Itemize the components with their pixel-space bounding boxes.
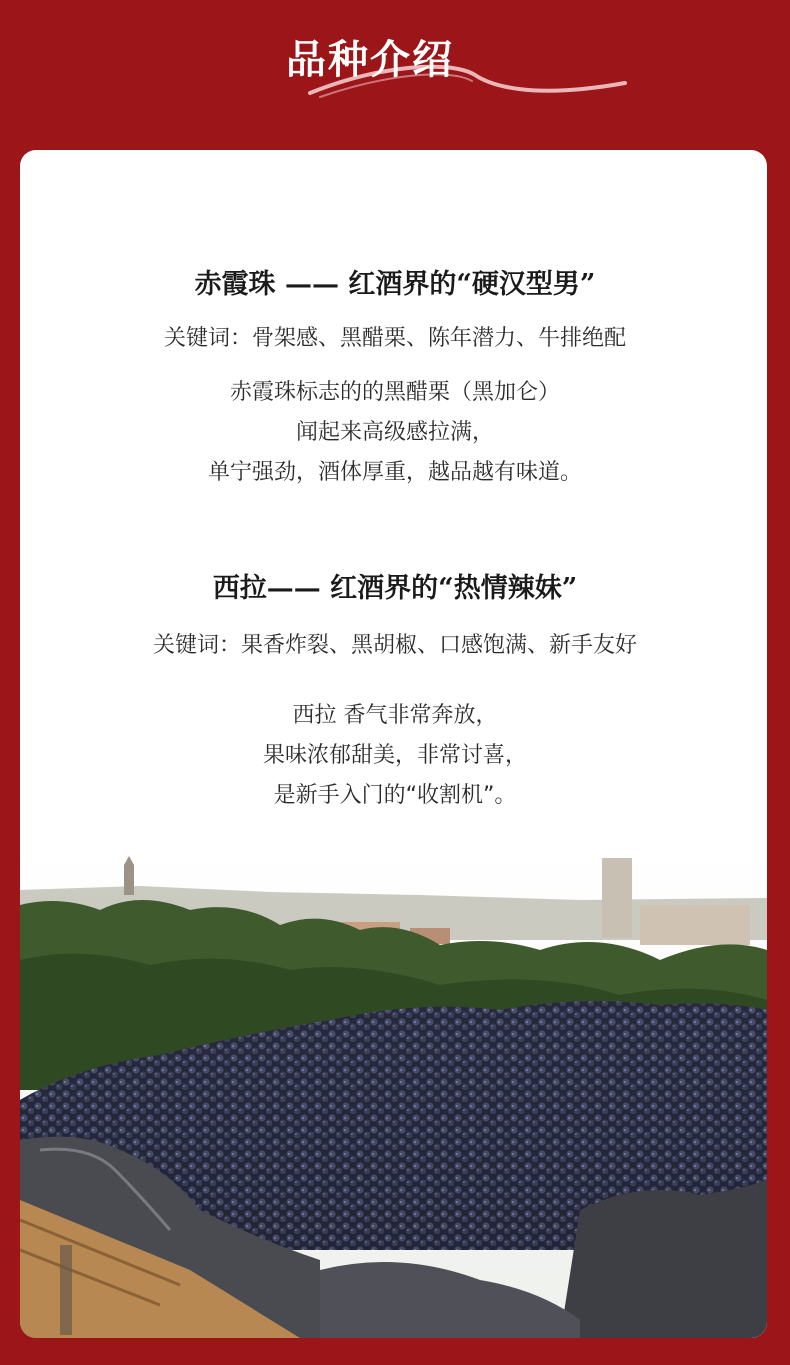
grape-harvest-photo	[20, 850, 767, 1338]
description-syrah	[0, 696, 790, 816]
description-line: 赤霞珠标志的的黑醋栗（黑加仑）	[229, 380, 560, 405]
page-title: 品种介绍	[286, 36, 454, 83]
description-cabernet	[0, 373, 790, 493]
section-title-syrah: 西拉—— 红酒界的“热情辣妹”	[212, 573, 578, 604]
description-line: 闻起来高级感拉满，	[295, 420, 494, 445]
description-line: 是新手入门的“收割机”。	[273, 783, 517, 808]
header-banner	[0, 0, 790, 150]
description-line: 果味浓郁甜美，非常讨喜，	[262, 743, 527, 768]
keywords-cabernet: 关键词：骨架感、黑醋栗、陈年潜力、牛排绝配	[163, 326, 626, 351]
description-line: 单宁强劲，酒体厚重，越品越有味道。	[207, 460, 582, 485]
keywords-syrah: 关键词：果香炸裂、黑胡椒、口感饱满、新手友好	[152, 633, 637, 658]
section-title-cabernet: 赤霞珠 —— 红酒界的“硬汉型男”	[194, 269, 596, 300]
description-line: 西拉 香气非常奔放，	[292, 703, 498, 728]
